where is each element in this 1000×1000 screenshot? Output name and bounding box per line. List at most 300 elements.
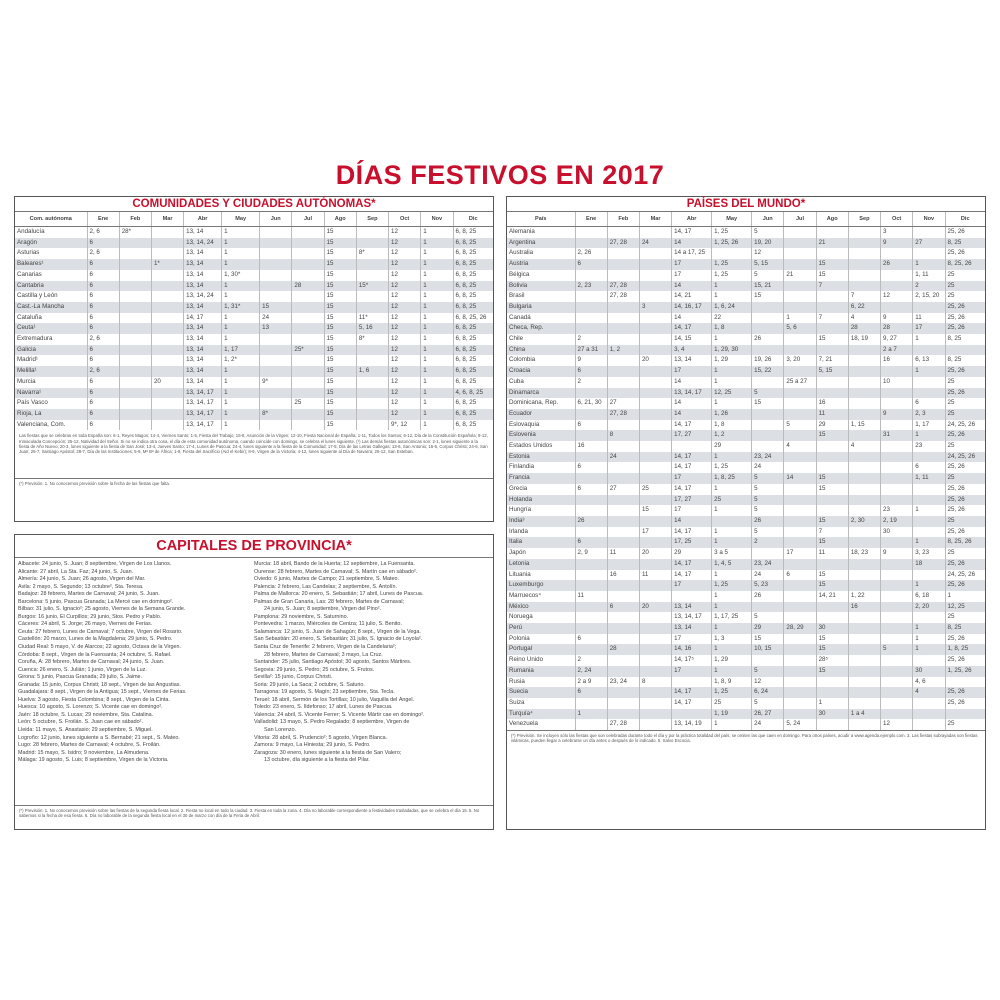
table-cell: 23, 24 <box>752 452 784 463</box>
capital-entry: Castellón: 20 marzo, Lunes de la Magdalena; 29 junio, S. Pedro. <box>18 636 173 643</box>
table-cell <box>639 334 671 345</box>
table-cell: 6 <box>87 355 119 366</box>
pais-row <box>507 227 985 238</box>
capital-entry: Ceuta: 27 febrero, Lunes de Carnaval; 7 octubre, Virgen del Rosario. <box>18 628 183 635</box>
table-cell: 9 <box>881 548 913 559</box>
table-cell: 12 <box>389 345 421 356</box>
table-cell <box>639 623 671 634</box>
capital-entry: 28 febrero, Martes de Carnaval; 3 mayo, La Cruz. <box>264 651 383 658</box>
table-cell: 1, 2* <box>222 355 260 366</box>
table-cell <box>639 227 671 238</box>
table-cell: 8* <box>356 248 388 259</box>
table-cell: 15 <box>816 666 848 677</box>
table-cell <box>639 409 671 420</box>
capital-entry: Oviedo: 6 junio, Martes de Campo; 21 septiembre, S. Mateo. <box>254 576 400 583</box>
pais-row-label: Argentina <box>507 238 575 249</box>
table-cell <box>848 719 880 730</box>
table-cell <box>784 677 816 688</box>
table-cell <box>881 612 913 623</box>
capital-entry: Lugo: 28 febrero, Martes de Carnaval; 4 octubre, S. Froilán. <box>18 742 161 749</box>
table-cell: 11* <box>356 313 388 324</box>
table-cell <box>575 505 607 516</box>
comunidad-row <box>15 334 493 345</box>
table-cell: 15 <box>324 302 356 313</box>
table-cell: 26 <box>881 259 913 270</box>
table-cell: 12, 25 <box>945 602 985 613</box>
capital-entry: Soria: 29 junio, La Saca; 2 octubre, S. Saturio. <box>254 681 365 688</box>
table-cell: 1, 25, 26 <box>945 666 985 677</box>
table-cell: 19, 20 <box>752 238 784 249</box>
table-cell: 24 <box>752 719 784 730</box>
table-cell: 2, 3 <box>913 409 945 420</box>
table-cell <box>848 634 880 645</box>
table-cell: 25 <box>945 548 985 559</box>
table-cell: 8, 25, 26 <box>945 537 985 548</box>
table-cell: 12 <box>389 259 421 270</box>
table-cell <box>639 377 671 388</box>
pais-row-label: Grecia <box>507 484 575 495</box>
table-cell <box>607 623 639 634</box>
table-cell <box>119 248 151 259</box>
table-cell: 6 <box>87 238 119 249</box>
table-cell <box>151 398 183 409</box>
table-cell <box>639 473 671 484</box>
table-cell: 6, 8, 25 <box>453 270 493 281</box>
table-cell <box>575 452 607 463</box>
table-cell <box>784 709 816 720</box>
table-cell <box>607 462 639 473</box>
table-cell: 2, 6 <box>87 227 119 238</box>
table-cell: 27, 28 <box>607 409 639 420</box>
table-cell: 14, 16 <box>672 644 712 655</box>
table-cell: 6 <box>87 291 119 302</box>
table-cell: 15 <box>324 388 356 399</box>
table-cell: 25, 26 <box>945 698 985 709</box>
table-cell <box>752 655 784 666</box>
pais-row <box>507 334 985 345</box>
table-cell: 15 <box>816 634 848 645</box>
table-cell: 25, 26 <box>945 505 985 516</box>
table-cell: 1 <box>421 388 453 399</box>
capital-entry: Santa Cruz de Tenerife: 2 febrero, Virgen de la Candelaria²; <box>254 644 397 651</box>
table-cell: 15 <box>260 302 292 313</box>
table-cell: 8 <box>607 430 639 441</box>
table-cell: 12 <box>389 302 421 313</box>
table-cell: 2, 6 <box>87 366 119 377</box>
comunidades-header-4: Abr <box>184 212 222 227</box>
table-cell <box>151 355 183 366</box>
table-cell <box>119 420 151 431</box>
table-cell: 30 <box>816 623 848 634</box>
table-cell: 12 <box>389 377 421 388</box>
table-cell <box>607 537 639 548</box>
table-cell: 13, 14, 17 <box>184 388 222 399</box>
table-cell <box>913 452 945 463</box>
comunidades-table <box>15 212 493 430</box>
table-cell <box>816 248 848 259</box>
table-cell <box>945 345 985 356</box>
table-cell: 9 <box>575 355 607 366</box>
table-cell <box>816 377 848 388</box>
table-cell <box>913 527 945 538</box>
table-cell: 27 <box>607 398 639 409</box>
table-cell: 25* <box>292 345 324 356</box>
table-cell <box>816 687 848 698</box>
table-cell: 25 <box>639 484 671 495</box>
table-cell <box>575 302 607 313</box>
table-cell <box>151 323 183 334</box>
table-cell: 13, 14, 24 <box>184 238 222 249</box>
table-cell <box>639 698 671 709</box>
table-cell <box>945 677 985 688</box>
table-cell: 15 <box>639 505 671 516</box>
table-cell: 1, 15 <box>848 420 880 431</box>
pais-row-label: Suiza <box>507 698 575 709</box>
table-cell <box>881 398 913 409</box>
table-cell: 6 <box>913 398 945 409</box>
table-cell: 1 <box>913 505 945 516</box>
table-cell <box>575 430 607 441</box>
table-cell: 28 <box>848 323 880 334</box>
table-cell: 1 <box>712 334 752 345</box>
table-cell <box>356 227 388 238</box>
table-cell <box>575 495 607 506</box>
table-cell <box>607 473 639 484</box>
pais-row-label: Estados Unidos <box>507 441 575 452</box>
table-cell <box>913 345 945 356</box>
table-cell <box>151 248 183 259</box>
table-cell <box>848 580 880 591</box>
table-cell <box>119 398 151 409</box>
table-cell: 5, 6 <box>784 323 816 334</box>
table-cell: 27, 28 <box>607 238 639 249</box>
table-cell: 4 <box>848 313 880 324</box>
table-cell <box>672 677 712 688</box>
pais-row <box>507 612 985 623</box>
comunidad-row-label: Ceuta¹ <box>15 323 87 334</box>
table-cell: 28, 29 <box>784 623 816 634</box>
table-cell <box>784 612 816 623</box>
pais-row-label: Colombia <box>507 355 575 366</box>
table-cell: 1, 29 <box>712 355 752 366</box>
table-cell <box>292 259 324 270</box>
table-cell: 1 <box>575 709 607 720</box>
paises-header-10: Oct <box>881 212 913 227</box>
comunidades-header-0: Com. autónoma <box>15 212 87 227</box>
table-cell <box>607 334 639 345</box>
table-cell <box>292 313 324 324</box>
comunidad-row-label: Baleares¹ <box>15 259 87 270</box>
table-cell <box>848 623 880 634</box>
table-cell: 7 <box>816 527 848 538</box>
table-cell <box>881 388 913 399</box>
table-cell <box>119 281 151 292</box>
table-cell: 25, 26 <box>945 462 985 473</box>
table-cell: 1 <box>913 259 945 270</box>
table-cell: 14, 17 <box>672 698 712 709</box>
table-cell <box>607 698 639 709</box>
table-cell: 7 <box>848 291 880 302</box>
table-cell <box>639 323 671 334</box>
table-cell <box>639 441 671 452</box>
table-cell <box>784 366 816 377</box>
table-cell <box>672 709 712 720</box>
table-cell <box>784 238 816 249</box>
table-cell <box>784 409 816 420</box>
table-cell <box>607 516 639 527</box>
comunidad-row <box>15 409 493 420</box>
pais-row-label: Australia <box>507 248 575 259</box>
table-cell <box>151 227 183 238</box>
table-cell <box>881 270 913 281</box>
capital-entry: Granada: 15 junio, Corpus Christi; 18 sept., Virgen de las Angustias. <box>18 681 181 688</box>
table-cell <box>151 409 183 420</box>
pais-row <box>507 281 985 292</box>
table-cell: 24 <box>752 570 784 581</box>
table-cell <box>575 473 607 484</box>
table-cell <box>848 388 880 399</box>
table-cell <box>881 602 913 613</box>
table-cell <box>752 323 784 334</box>
table-cell <box>784 602 816 613</box>
table-cell <box>848 495 880 506</box>
table-cell: 25 <box>945 441 985 452</box>
pais-row-label: Bulgaria <box>507 302 575 313</box>
pais-row-label: Italia <box>507 537 575 548</box>
table-cell <box>881 248 913 259</box>
table-cell: 25, 26 <box>945 302 985 313</box>
table-cell <box>119 291 151 302</box>
comunidad-row <box>15 345 493 356</box>
table-cell <box>607 634 639 645</box>
table-cell <box>816 612 848 623</box>
comunidad-row <box>15 281 493 292</box>
table-cell <box>784 559 816 570</box>
table-cell: 17 <box>784 548 816 559</box>
table-cell: 8, 25, 26 <box>945 259 985 270</box>
table-cell: 12 <box>389 238 421 249</box>
table-cell: 4, 6 <box>913 677 945 688</box>
table-cell: 11 <box>607 548 639 559</box>
capital-entry: Palencia: 2 febrero, Las Candelas; 2 septiembre, S. Antolín. <box>254 583 397 590</box>
comunidad-row <box>15 291 493 302</box>
comunidades-header-12: Dic <box>453 212 493 227</box>
table-cell <box>848 462 880 473</box>
table-cell <box>816 462 848 473</box>
table-cell: 6 <box>87 313 119 324</box>
table-cell: 1 <box>421 334 453 345</box>
pais-row <box>507 559 985 570</box>
table-cell <box>292 334 324 345</box>
table-cell: 5 <box>752 505 784 516</box>
table-cell <box>260 270 292 281</box>
table-cell <box>712 516 752 527</box>
table-cell: 6 <box>87 302 119 313</box>
table-cell: 1 <box>913 537 945 548</box>
table-cell: 1 <box>712 591 752 602</box>
table-cell <box>575 323 607 334</box>
table-cell <box>848 270 880 281</box>
table-cell <box>913 388 945 399</box>
table-cell: 11 <box>575 591 607 602</box>
paises-header-11: Nov <box>913 212 945 227</box>
table-cell: 15* <box>356 281 388 292</box>
table-cell <box>816 719 848 730</box>
table-cell <box>784 462 816 473</box>
table-cell: 1, 29 <box>712 655 752 666</box>
table-cell <box>913 484 945 495</box>
table-cell: 7 <box>816 281 848 292</box>
comunidad-row <box>15 323 493 334</box>
table-cell <box>784 248 816 259</box>
table-cell <box>913 719 945 730</box>
table-cell <box>292 377 324 388</box>
pais-row <box>507 527 985 538</box>
table-cell <box>784 495 816 506</box>
table-cell: 1 <box>913 634 945 645</box>
table-cell <box>784 505 816 516</box>
pais-row-label: Letonia <box>507 559 575 570</box>
pais-row-label: Bolivia <box>507 281 575 292</box>
table-cell: 14, 17 <box>672 452 712 463</box>
table-cell <box>881 281 913 292</box>
pais-row-label: Francia <box>507 473 575 484</box>
pais-row-label: Eslovaquia <box>507 420 575 431</box>
table-cell: 14, 15 <box>672 334 712 345</box>
table-cell: 6 <box>87 420 119 431</box>
pais-row <box>507 495 985 506</box>
table-cell <box>356 355 388 366</box>
table-cell <box>639 388 671 399</box>
table-cell <box>607 366 639 377</box>
table-cell <box>639 687 671 698</box>
table-cell: 16 <box>816 398 848 409</box>
table-cell <box>639 281 671 292</box>
table-cell <box>784 655 816 666</box>
table-cell: 15 <box>324 398 356 409</box>
table-cell <box>784 591 816 602</box>
table-cell <box>752 420 784 431</box>
pais-row-label: Noruega <box>507 612 575 623</box>
capital-entry: Burgos: 16 junio, El Curpillos; 29 junio, Stos. Pedro y Pablo. <box>18 613 162 620</box>
table-cell <box>881 634 913 645</box>
table-cell: 13, 14 <box>184 227 222 238</box>
table-cell: 15 <box>324 259 356 270</box>
table-cell <box>816 452 848 463</box>
table-cell: 6 <box>87 259 119 270</box>
table-cell: 2, 15, 20 <box>913 291 945 302</box>
table-cell: 1 <box>712 281 752 292</box>
pais-row <box>507 441 985 452</box>
table-cell: 11 <box>913 313 945 324</box>
pais-row <box>507 516 985 527</box>
table-cell: 17 <box>672 505 712 516</box>
pais-row <box>507 430 985 441</box>
comunidades-header-6: Jun <box>260 212 292 227</box>
table-cell: 6, 8, 25 <box>453 323 493 334</box>
table-cell <box>607 591 639 602</box>
table-cell: 5 <box>752 473 784 484</box>
table-cell <box>848 687 880 698</box>
table-cell: 25, 26 <box>945 495 985 506</box>
table-cell: 6 <box>913 462 945 473</box>
table-cell: 12 <box>389 270 421 281</box>
comunidad-row <box>15 313 493 324</box>
table-cell: 20 <box>151 377 183 388</box>
paises-panel <box>506 196 986 830</box>
table-cell: 25 <box>712 698 752 709</box>
table-cell: 1, 8, 9 <box>712 677 752 688</box>
table-cell <box>119 366 151 377</box>
table-cell <box>848 366 880 377</box>
table-cell <box>119 259 151 270</box>
pais-row-label: Rumania <box>507 666 575 677</box>
pais-row <box>507 709 985 720</box>
table-cell: 11 <box>816 409 848 420</box>
comunidad-row-label: Andalucía <box>15 227 87 238</box>
table-cell <box>639 612 671 623</box>
table-cell: 2, 30 <box>848 516 880 527</box>
comunidad-row <box>15 388 493 399</box>
table-cell: 5, 15 <box>816 366 848 377</box>
table-cell: 16 <box>607 570 639 581</box>
table-cell: 13, 14 <box>184 366 222 377</box>
table-cell: 15 <box>324 420 356 431</box>
table-cell: 5 <box>752 527 784 538</box>
pais-row <box>507 323 985 334</box>
table-cell: 25 <box>945 516 985 527</box>
table-cell: 6 <box>575 537 607 548</box>
table-cell: 2, 24 <box>575 666 607 677</box>
table-cell: 9* <box>260 377 292 388</box>
pais-row <box>507 398 985 409</box>
table-cell: 3, 4 <box>672 345 712 356</box>
table-cell: 5 <box>752 612 784 623</box>
comunidad-row-label: Navarra¹ <box>15 388 87 399</box>
table-cell: 6 <box>87 323 119 334</box>
table-cell <box>119 409 151 420</box>
table-cell <box>639 291 671 302</box>
table-cell: 8, 25 <box>945 334 985 345</box>
table-cell <box>752 548 784 559</box>
table-cell: 4 <box>848 441 880 452</box>
table-cell <box>816 677 848 688</box>
table-cell: 17 <box>672 634 712 645</box>
table-cell: 1 <box>222 248 260 259</box>
table-cell <box>784 580 816 591</box>
pais-row <box>507 248 985 259</box>
comunidades-header-1: Ene <box>87 212 119 227</box>
table-cell <box>913 612 945 623</box>
table-cell: 25, 26 <box>945 366 985 377</box>
pais-row <box>507 505 985 516</box>
table-cell: 1 <box>712 623 752 634</box>
table-cell: 24, 25, 26 <box>945 452 985 463</box>
table-cell: 15 <box>816 270 848 281</box>
table-cell <box>913 655 945 666</box>
table-cell: 14 <box>672 409 712 420</box>
table-cell: 5 <box>752 666 784 677</box>
table-cell: 7 <box>816 313 848 324</box>
table-cell: 12, 25 <box>712 388 752 399</box>
table-cell: 1, 26 <box>712 409 752 420</box>
table-cell: 13, 14 <box>184 377 222 388</box>
capital-entry: Almería: 24 junio, S. Juan; 26 agosto, Virgen del Mar. <box>18 576 146 583</box>
table-cell: 1 <box>712 602 752 613</box>
capital-entry: Zaragoza: 30 enero, lunes siguiente a la fiesta de San Valero; <box>254 749 402 756</box>
table-cell: 13, 14, 17 <box>672 612 712 623</box>
table-cell: 1, 8, 25 <box>945 644 985 655</box>
